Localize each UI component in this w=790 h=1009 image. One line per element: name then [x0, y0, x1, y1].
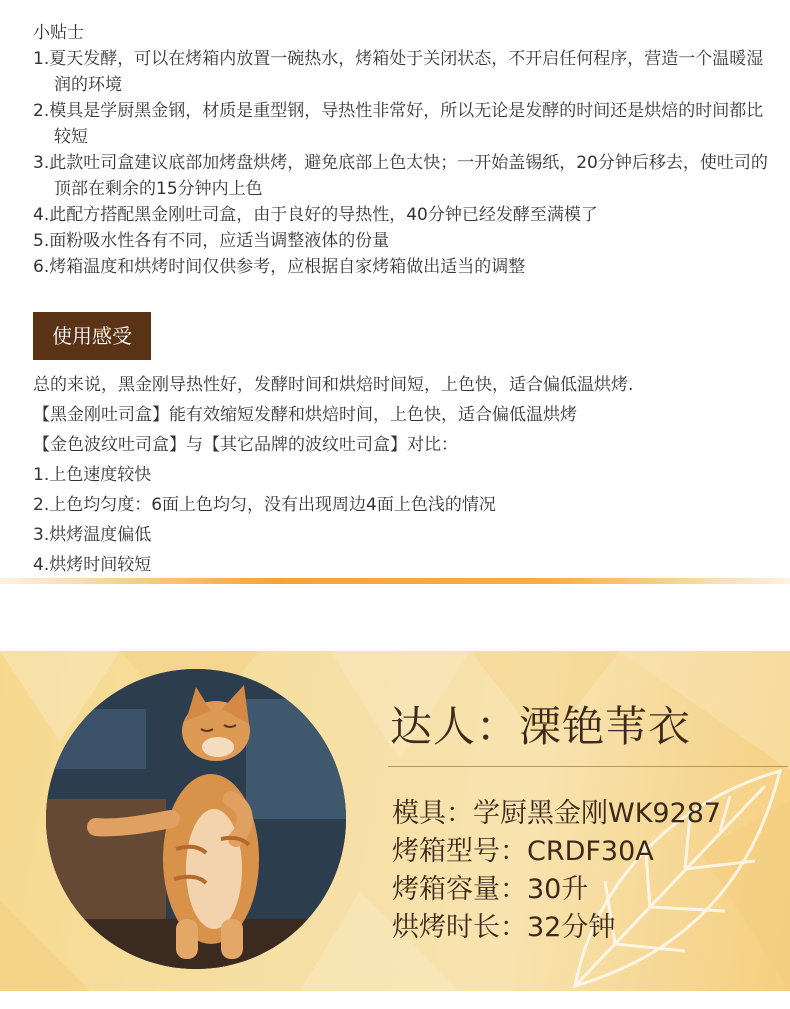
tip-item: 6.烤箱温度和烘烤时间仅供参考，应根据自家烤箱做出适当的调整: [33, 257, 526, 277]
feel-line: 【黑金刚吐司盒】能有效缩短发酵和烘焙时间，上色快，适合偏低温烘烤: [33, 405, 577, 425]
tip-item: 4.此配方搭配黑金刚吐司盒，由于良好的导热性，40分钟已经发酵至满模了: [33, 205, 598, 225]
tips-title: 小贴士: [33, 23, 84, 43]
spec-oven-capacity: 烤箱容量：30升: [392, 874, 589, 905]
tip-item: 3.此款吐司盒建议底部加烤盘烘烤，避免底部上色太快；一开始盖锡纸，20分钟后移去，使吐司的顶部在剩余的15分钟内上色: [33, 153, 768, 199]
spec-bake-time: 烘烤时长：32分钟: [392, 912, 616, 943]
feel-line: 2.上色均匀度：6面上色均匀，没有出现周边4面上色浅的情况: [33, 495, 496, 515]
feel-line: 4.烘烤时间较短: [33, 555, 152, 575]
feel-badge: 使用感受: [33, 312, 151, 360]
cat-photo: [46, 669, 346, 969]
feel-line: 3.烘烤温度偏低: [33, 525, 152, 545]
expert-title: 达人：溧铯苇衣: [390, 702, 692, 751]
feel-line: 总的来说，黑金刚导热性好，发酵时间和烘焙时间短，上色快，适合偏低温烘烤.: [33, 375, 634, 395]
feel-line: 【金色波纹吐司盒】与【其它品牌的波纹吐司盒】对比：: [33, 435, 458, 455]
tip-item: 5.面粉吸水性各有不同，应适当调整液体的份量: [33, 231, 390, 251]
feel-section: [33, 370, 773, 580]
cat-image: [46, 669, 346, 969]
spec-oven-model: 烤箱型号：CRDF30A: [392, 836, 654, 867]
tips-section: [33, 20, 773, 280]
orange-divider: [0, 578, 790, 584]
tip-item: 2.模具是学厨黑金钢，材质是重型钢，导热性非常好，所以无论是发酵的时间还是烘焙的时间都比较短: [33, 101, 764, 147]
expert-banner: [0, 651, 790, 991]
tip-item: 1.夏天发酵，可以在烤箱内放置一碗热水，烤箱处于关闭状态，不开启任何程序，营造一个温暖湿润的环境: [33, 49, 764, 95]
expert-divider: [388, 766, 788, 767]
feel-line: 1.上色速度较快: [33, 465, 152, 485]
spec-mold: 模具：学厨黑金刚WK9287: [392, 798, 722, 829]
